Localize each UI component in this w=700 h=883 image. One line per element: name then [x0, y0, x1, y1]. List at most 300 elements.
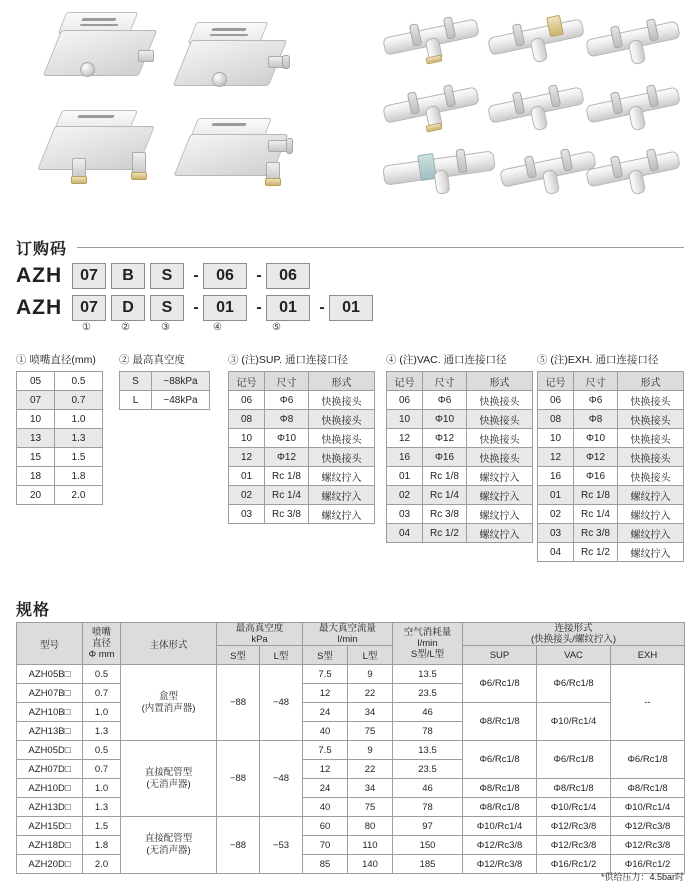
option-caption-2: ② 最高真空度 — [119, 354, 185, 366]
cell-vac-l: −53 — [260, 817, 303, 874]
table-row — [387, 410, 533, 429]
cell-model: AZH13B□ — [17, 722, 83, 741]
order-code-cell-2-5[interactable]: 01 — [266, 295, 310, 321]
table-row — [387, 429, 533, 448]
cell-vac: Φ10/Rc1/4 — [537, 703, 611, 741]
order-code-cell-2-1[interactable]: 07 — [72, 295, 106, 321]
cell-nozzle: 1.0 — [83, 703, 121, 722]
table-header-row — [538, 372, 684, 391]
cell-nozzle: 1.8 — [83, 836, 121, 855]
table-row — [17, 448, 103, 467]
order-mark-5: ⑤ — [272, 322, 281, 333]
air-unit: l/min — [417, 638, 438, 649]
cell-model: AZH10B□ — [17, 703, 83, 722]
table-row — [387, 467, 533, 486]
cell: S — [120, 372, 152, 391]
col-header-connection — [463, 623, 685, 646]
cell: 快换接头 — [618, 429, 684, 448]
table-row — [17, 798, 685, 817]
option-block-max-vacuum — [119, 352, 210, 410]
cell: 12 — [229, 448, 265, 467]
spec-table — [16, 622, 685, 874]
table-row — [17, 779, 685, 798]
cell-air: 185 — [393, 855, 463, 874]
table-row — [229, 467, 375, 486]
cell: 快换接头 — [467, 391, 533, 410]
nozzle-line-2: 直径 — [91, 638, 111, 649]
body-line-1: 直接配管型 — [144, 766, 193, 778]
option-block-nozzle-diameter — [16, 352, 103, 505]
table-row — [17, 855, 685, 874]
cell: 快换接头 — [309, 410, 375, 429]
cell-nozzle: 0.7 — [83, 760, 121, 779]
cell: 08 — [229, 410, 265, 429]
body-line-1: 直接配管型 — [144, 833, 193, 844]
table-row — [17, 467, 103, 486]
table-header-row — [17, 623, 685, 646]
order-code-row-1 — [16, 262, 378, 290]
table-row — [229, 410, 375, 429]
col-header: 尺寸 — [574, 372, 618, 391]
cell: 螺纹拧入 — [618, 524, 684, 543]
cell: 螺纹拧入 — [467, 505, 533, 524]
cell-flow-l: 75 — [348, 722, 393, 741]
product-photo-area — [0, 0, 700, 215]
cell-exh: Φ16/Rc1/2 — [611, 855, 685, 874]
cell: 0.7 — [55, 391, 103, 410]
cell: Φ6 — [423, 391, 467, 410]
cell: 快换接头 — [467, 410, 533, 429]
cell: 01 — [387, 467, 423, 486]
cell: 螺纹拧入 — [467, 467, 533, 486]
cell-flow-l: 9 — [348, 741, 393, 760]
cell: 10 — [387, 410, 423, 429]
table-row — [17, 741, 685, 760]
cell: 螺纹拧入 — [309, 486, 375, 505]
table-header-row — [387, 372, 533, 391]
cell-air: 150 — [393, 836, 463, 855]
table-row — [17, 703, 685, 722]
cell-sup: Φ8/Rc1/8 — [463, 703, 537, 741]
col-header: 形式 — [618, 372, 684, 391]
table-row — [538, 486, 684, 505]
option-table-3 — [228, 371, 375, 524]
cell: 快换接头 — [618, 448, 684, 467]
col-header-exh: EXH — [611, 646, 685, 665]
cell: Φ12 — [574, 448, 618, 467]
order-code-heading — [16, 236, 684, 259]
body-line-2: (无消声器) — [146, 778, 191, 790]
vac-top: 最高真空度 — [235, 623, 284, 634]
cell-flow-s: 60 — [303, 817, 348, 836]
vac-unit: kPa — [251, 634, 268, 645]
cell-flow-l: 34 — [348, 779, 393, 798]
cell-flow-l: 75 — [348, 798, 393, 817]
table-row — [229, 429, 375, 448]
table-row — [538, 467, 684, 486]
cell-air: 23.5 — [393, 684, 463, 703]
cell: 04 — [538, 543, 574, 562]
cell: 01 — [538, 486, 574, 505]
cell: 螺纹拧入 — [618, 505, 684, 524]
option-caption-4: ④ (注)VAC. 通口连接口径 — [386, 354, 507, 366]
table-header-row — [229, 372, 375, 391]
cell: 10 — [538, 429, 574, 448]
cell: Φ12 — [265, 448, 309, 467]
cell-vac-s: −88 — [217, 817, 260, 874]
air-top: 空气消耗量 — [403, 627, 452, 638]
cell: 0.5 — [55, 372, 103, 391]
col-header-nozzle — [83, 623, 121, 665]
order-code-cell-2-6[interactable]: 01 — [329, 295, 373, 321]
order-code-dash-1-1: - — [193, 267, 199, 284]
order-code-dash-1-2: - — [256, 267, 262, 284]
table-row — [538, 543, 684, 562]
table-row — [17, 665, 685, 684]
cell: 快换接头 — [309, 429, 375, 448]
cell: 07 — [17, 391, 55, 410]
table-row — [17, 836, 685, 855]
table-row — [229, 505, 375, 524]
cell-flow-l: 80 — [348, 817, 393, 836]
cell: 螺纹拧入 — [618, 486, 684, 505]
cell-exh: Φ10/Rc1/4 — [611, 798, 685, 817]
cell-model: AZH15D□ — [17, 817, 83, 836]
col-header-vac-s: S型 — [217, 646, 260, 665]
cell-vac: Φ6/Rc1/8 — [537, 741, 611, 779]
body-line-2: (内置消声器) — [141, 702, 196, 714]
order-code-title: 订购码 — [16, 241, 68, 258]
order-code-dash-2-2: - — [256, 299, 262, 316]
cell: 02 — [229, 486, 265, 505]
cell: 快换接头 — [309, 391, 375, 410]
product-image-inline-6 — [586, 78, 692, 134]
order-code-cell-1-3[interactable]: S — [150, 263, 184, 289]
cell-exh: Φ12/Rc3/8 — [611, 817, 685, 836]
table-row — [538, 429, 684, 448]
air-sub: S型/L型 — [410, 649, 445, 660]
order-code-dash-2-3: - — [319, 299, 325, 316]
cell: 06 — [229, 391, 265, 410]
cell: Φ12 — [423, 429, 467, 448]
col-header-flow-l: L型 — [348, 646, 393, 665]
col-header-body: 主体形式 — [121, 623, 217, 665]
order-code-cell-1-4[interactable]: 06 — [203, 263, 247, 289]
cell: 06 — [538, 391, 574, 410]
order-code-rows — [16, 262, 378, 326]
cell-model: AZH05D□ — [17, 741, 83, 760]
cell-nozzle: 1.3 — [83, 798, 121, 817]
conn-top: 连接形式 — [554, 623, 593, 634]
cell-flow-s: 7.5 — [303, 741, 348, 760]
spec-table-wrapper — [16, 622, 685, 874]
cell-sup: Φ8/Rc1/8 — [463, 798, 537, 817]
cell-air: 13.5 — [393, 741, 463, 760]
table-row — [538, 410, 684, 429]
cell: Rc 3/8 — [423, 505, 467, 524]
col-header-air — [393, 623, 463, 665]
table-row — [229, 486, 375, 505]
cell: 03 — [538, 524, 574, 543]
order-code-cell-2-4[interactable]: 01 — [203, 295, 247, 321]
cell-vac: Φ12/Rc3/8 — [537, 836, 611, 855]
product-image-box-type-4 — [182, 118, 312, 198]
cell-flow-l: 9 — [348, 665, 393, 684]
col-header: 尺寸 — [265, 372, 309, 391]
cell: 06 — [387, 391, 423, 410]
cell: 快换接头 — [618, 410, 684, 429]
cell: 20 — [17, 486, 55, 505]
cell-flow-s: 40 — [303, 722, 348, 741]
cell-vac-l: −48 — [260, 665, 303, 741]
cell-nozzle: 0.5 — [83, 741, 121, 760]
order-code-cell-1-2[interactable]: B — [111, 263, 145, 289]
option-block-sup-port — [228, 352, 375, 524]
order-mark-1: ① — [82, 322, 91, 333]
option-caption-5: ⑤ (注)EXH. 通口连接口径 — [537, 354, 659, 366]
cell: Rc 1/8 — [265, 467, 309, 486]
table-row — [120, 391, 210, 410]
spec-footnote: *供给压力：4.5bar时 — [600, 872, 684, 882]
cell: 螺纹拧入 — [467, 524, 533, 543]
order-code-cell-2-3[interactable]: S — [150, 295, 184, 321]
product-image-box-type-2 — [182, 22, 292, 102]
cell: 13 — [17, 429, 55, 448]
cell-flow-s: 12 — [303, 684, 348, 703]
cell-exh: -- — [611, 665, 685, 741]
cell-exh: Φ8/Rc1/8 — [611, 779, 685, 798]
col-header-vac: VAC — [537, 646, 611, 665]
option-table-2 — [119, 371, 210, 410]
cell-flow-l: 22 — [348, 684, 393, 703]
cell: 10 — [229, 429, 265, 448]
order-mark-2: ② — [121, 322, 130, 333]
spec-heading — [16, 597, 50, 620]
col-header-vacuum — [217, 623, 303, 646]
cell: 08 — [538, 410, 574, 429]
cell-flow-s: 24 — [303, 703, 348, 722]
cell-air: 97 — [393, 817, 463, 836]
order-code-row-2 — [16, 294, 378, 322]
cell: −88kPa — [152, 372, 210, 391]
order-code-prefix: AZH — [16, 264, 63, 287]
order-mark-4: ④ — [213, 322, 222, 333]
cell-flow-s: 7.5 — [303, 665, 348, 684]
cell-model: AZH05B□ — [17, 665, 83, 684]
col-header: 尺寸 — [423, 372, 467, 391]
cell-body — [121, 817, 217, 874]
cell: 05 — [17, 372, 55, 391]
col-header: 记号 — [229, 372, 265, 391]
cell: Rc 1/8 — [574, 486, 618, 505]
cell-vac-s: −88 — [217, 741, 260, 817]
option-caption-3: ③ (注)SUP. 通口连接口径 — [228, 354, 348, 366]
cell-nozzle: 1.3 — [83, 722, 121, 741]
product-image-inline-5 — [488, 78, 594, 134]
cell-vac-s: −88 — [217, 665, 260, 741]
cell: 螺纹拧入 — [467, 486, 533, 505]
order-code-marks — [16, 322, 536, 336]
option-block-exh-port — [537, 352, 684, 562]
cell-exh: Φ6/Rc1/8 — [611, 741, 685, 779]
flow-top: 最大真空流量 — [318, 623, 376, 634]
table-row — [538, 524, 684, 543]
product-image-inline-4 — [383, 78, 489, 134]
col-header-model: 型号 — [17, 623, 83, 665]
cell-exh: Φ12/Rc3/8 — [611, 836, 685, 855]
cell-flow-l: 110 — [348, 836, 393, 855]
cell: Rc 1/2 — [423, 524, 467, 543]
body-line-2: (无消声器) — [146, 845, 191, 856]
order-code-cell-1-1[interactable]: 07 — [72, 263, 106, 289]
cell-sup: Φ12/Rc3/8 — [463, 836, 537, 855]
product-image-inline-7 — [383, 140, 503, 198]
cell: −48kPa — [152, 391, 210, 410]
table-row — [17, 429, 103, 448]
cell-air: 78 — [393, 798, 463, 817]
cell: 1.0 — [55, 410, 103, 429]
cell: Rc 1/8 — [423, 467, 467, 486]
table-row — [387, 391, 533, 410]
product-image-box-type-3 — [46, 110, 176, 190]
table-row — [538, 448, 684, 467]
cell: L — [120, 391, 152, 410]
cell-body — [121, 741, 217, 817]
table-row — [387, 448, 533, 467]
flow-unit: l/min — [337, 634, 358, 645]
table-row — [538, 505, 684, 524]
cell: Rc 1/4 — [423, 486, 467, 505]
cell-flow-s: 70 — [303, 836, 348, 855]
cell: 快换接头 — [309, 448, 375, 467]
product-image-inline-9 — [586, 140, 692, 198]
product-image-inline-2 — [488, 12, 594, 66]
cell: 18 — [17, 467, 55, 486]
cell-flow-s: 12 — [303, 760, 348, 779]
table-row — [387, 524, 533, 543]
product-image-box-type-1 — [52, 12, 160, 90]
cell-sup: Φ12/Rc3/8 — [463, 855, 537, 874]
cell-nozzle: 1.5 — [83, 817, 121, 836]
option-table-4 — [386, 371, 533, 543]
cell: 03 — [229, 505, 265, 524]
cell: 1.5 — [55, 448, 103, 467]
conn-sub: (快换接头/螺纹拧入) — [531, 634, 616, 645]
cell-air: 46 — [393, 779, 463, 798]
cell-nozzle: 2.0 — [83, 855, 121, 874]
table-row — [17, 391, 103, 410]
cell: 快换接头 — [618, 467, 684, 486]
cell: 16 — [387, 448, 423, 467]
cell-flow-l: 22 — [348, 760, 393, 779]
nozzle-line-3: Φ mm — [88, 649, 115, 660]
order-code-prefix-2: AZH — [16, 296, 63, 319]
body-line-1: 盒型 — [158, 690, 178, 702]
cell: 16 — [538, 467, 574, 486]
cell: Φ6 — [574, 391, 618, 410]
order-code-dash-2-1: - — [193, 299, 199, 316]
cell-model: AZH10D□ — [17, 779, 83, 798]
cell-model: AZH20D□ — [17, 855, 83, 874]
option-caption-1: ① 喷嘴直径(mm) — [16, 354, 96, 366]
cell: Φ8 — [265, 410, 309, 429]
col-header: 形式 — [309, 372, 375, 391]
cell-vac-l: −48 — [260, 741, 303, 817]
cell-flow-s: 40 — [303, 798, 348, 817]
cell-flow-l: 34 — [348, 703, 393, 722]
table-row — [387, 486, 533, 505]
option-block-vac-port — [386, 352, 533, 543]
cell-model: AZH13D□ — [17, 798, 83, 817]
cell: 01 — [229, 467, 265, 486]
cell: Rc 3/8 — [574, 524, 618, 543]
order-mark-3: ③ — [161, 322, 170, 333]
cell: Rc 1/4 — [265, 486, 309, 505]
cell-air: 46 — [393, 703, 463, 722]
col-header: 记号 — [538, 372, 574, 391]
cell: Rc 3/8 — [265, 505, 309, 524]
cell: Φ8 — [574, 410, 618, 429]
option-table-5 — [537, 371, 684, 562]
order-code-cell-1-5[interactable]: 06 — [266, 263, 310, 289]
table-row — [17, 410, 103, 429]
product-image-inline-3 — [586, 12, 692, 68]
spec-title: 规格 — [16, 602, 51, 619]
col-header: 记号 — [387, 372, 423, 391]
cell-model: AZH18D□ — [17, 836, 83, 855]
cell: 螺纹拧入 — [309, 505, 375, 524]
cell-air: 23.5 — [393, 760, 463, 779]
order-code-cell-2-2[interactable]: D — [111, 295, 145, 321]
table-row — [17, 372, 103, 391]
cell: 螺纹拧入 — [618, 543, 684, 562]
col-header-flow — [303, 623, 393, 646]
cell-flow-s: 24 — [303, 779, 348, 798]
table-row — [120, 372, 210, 391]
cell: Rc 1/2 — [574, 543, 618, 562]
cell-nozzle: 0.5 — [83, 665, 121, 684]
cell: Φ10 — [574, 429, 618, 448]
cell: Φ10 — [265, 429, 309, 448]
cell-sup: Φ6/Rc1/8 — [463, 665, 537, 703]
cell-flow-s: 85 — [303, 855, 348, 874]
cell: 快换接头 — [618, 391, 684, 410]
cell: Φ6 — [265, 391, 309, 410]
cell-body — [121, 665, 217, 741]
nozzle-line-1: 喷嘴 — [91, 627, 111, 638]
cell: 03 — [387, 505, 423, 524]
cell: 04 — [387, 524, 423, 543]
cell: 02 — [387, 486, 423, 505]
cell-air: 78 — [393, 722, 463, 741]
option-table-1 — [16, 371, 103, 505]
col-header: 形式 — [467, 372, 533, 391]
cell-model: AZH07D□ — [17, 760, 83, 779]
heading-rule — [77, 247, 684, 248]
product-image-inline-1 — [383, 12, 489, 66]
cell-vac: Φ6/Rc1/8 — [537, 665, 611, 703]
table-row — [17, 817, 685, 836]
cell-vac: Φ8/Rc1/8 — [537, 779, 611, 798]
table-row — [538, 391, 684, 410]
table-row — [387, 505, 533, 524]
cell: 10 — [17, 410, 55, 429]
cell: 1.3 — [55, 429, 103, 448]
cell: Φ16 — [574, 467, 618, 486]
table-row — [229, 391, 375, 410]
cell: Φ16 — [423, 448, 467, 467]
cell-vac: Φ10/Rc1/4 — [537, 798, 611, 817]
